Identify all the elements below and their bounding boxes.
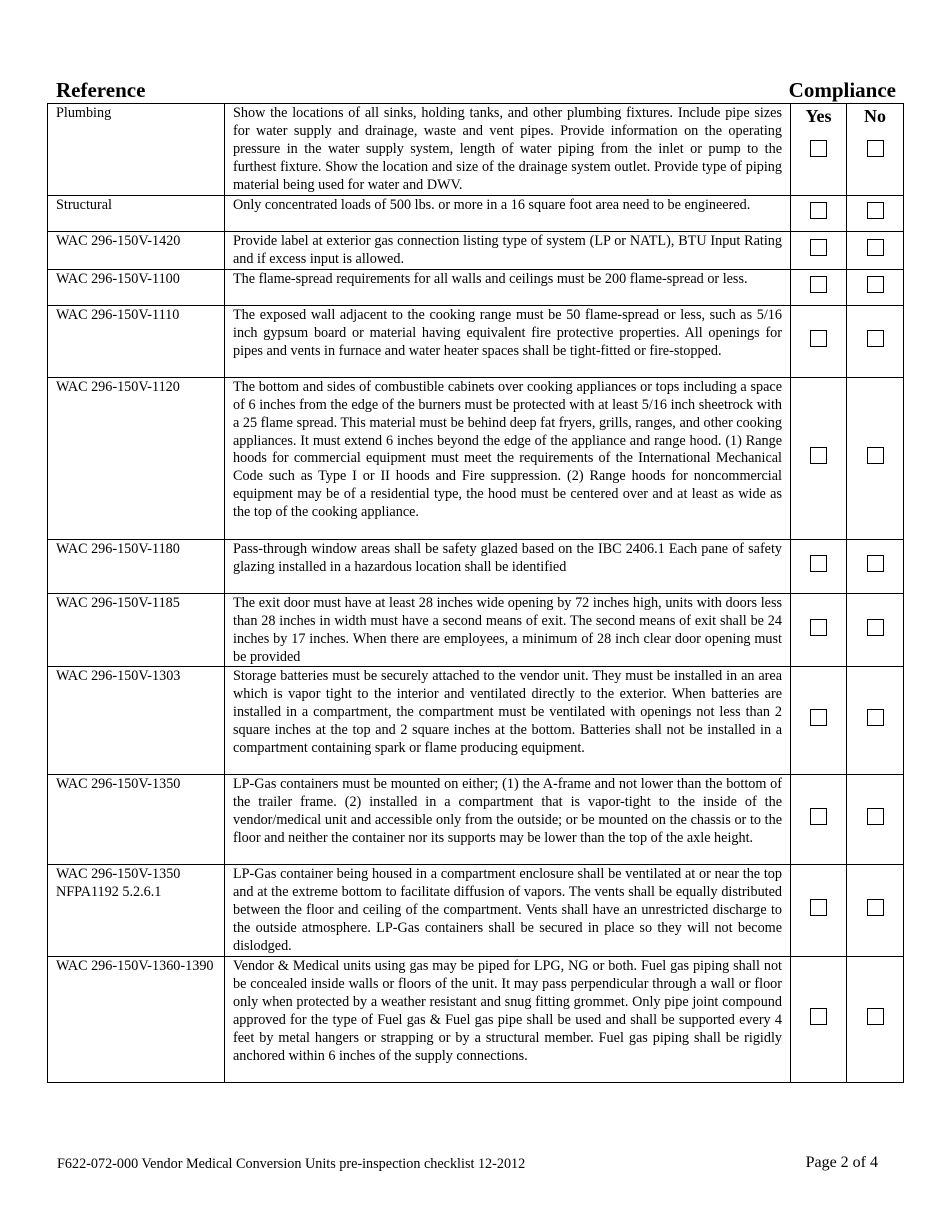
yes-cell (791, 775, 847, 865)
yes-cell (791, 667, 847, 775)
compliance-heading: Compliance (788, 78, 896, 102)
requirement-text: Storage batteries must be securely attached to the vendor unit. They must be installed in an area which is vapor tight to the interior and ventilated directly to the exterior. When batteries are installed in a compartment, the compartment must be ventilated with openings not less than 2 square inches at the top and 2 square inches at the bottom. Batteries shall not be installed in a compartment containing spark or flame producing equipment. (225, 667, 791, 775)
requirement-text: LP-Gas container being housed in a compartment enclosure shall be ventilated at or near the top and at the extreme bottom to facilitate diffusion of vapors. The vents shall be equally distributed between the floor and ceiling of the compartment. Vents shall have an unrestricted discharge to the outside atmosphere. LP-Gas containers shall be secured in place so they will not become dislodged. (225, 865, 791, 957)
reference-cell: WAC 296-150V-1110 (48, 305, 225, 377)
yes-checkbox[interactable] (810, 202, 827, 219)
yes-cell (791, 232, 847, 270)
checklist-table (47, 103, 904, 1083)
requirement-text: The bottom and sides of combustible cabinets over cooking appliances or tops including a space of 6 inches from the edge of the burners must be protected with at least 5/16 inch sheetrock with a 25 flame spread. This material must be behind deep fat fryers, grills, ranges, and other cooking appliances. It must extend 6 inches beyond the edge of the appliance and range hood. (1) Range hoods for commercial equipment must meet the requirements of the International Mechanical Code such as Type I or II hoods and Fire suppression. (2) Range hoods for noncommercial equipment may be of a residential type, the hood must be centered over and at least as wide as the top of the cooking appliance. (225, 377, 791, 539)
no-column-header: No (864, 106, 886, 126)
reference-cell: WAC 296-150V-1303 (48, 667, 225, 775)
yes-cell (791, 305, 847, 377)
yes-checkbox[interactable] (810, 276, 827, 293)
reference-cell: WAC 296-150V-1350 (48, 775, 225, 865)
yes-cell (791, 269, 847, 305)
checklist-row (48, 667, 904, 775)
checklist-row (48, 539, 904, 593)
reference-cell: WAC 296-150V-1360-1390 (48, 956, 225, 1082)
yes-cell (791, 196, 847, 232)
no-cell (847, 865, 904, 957)
reference-cell: Structural (48, 196, 225, 232)
no-cell (847, 956, 904, 1082)
requirement-text: The exit door must have at least 28 inches wide opening by 72 inches high, units with doors less than 28 inches in width must have a second means of exit. The second means of exit shall be 24 inches by 17 inches. When there are employees, a minimum of 28 inch clear door opening must be provided (225, 593, 791, 667)
no-cell (847, 539, 904, 593)
yes-cell (791, 104, 847, 196)
yes-column-header: Yes (805, 106, 832, 126)
no-checkbox[interactable] (867, 276, 884, 293)
no-cell (847, 775, 904, 865)
requirement-text: Provide label at exterior gas connection listing type of system (LP or NATL), BTU Input Rating and if excess input is allowed. (225, 232, 791, 270)
no-checkbox[interactable] (867, 1008, 884, 1025)
requirement-text: Vendor & Medical units using gas may be piped for LPG, NG or both. Fuel gas piping shall not be concealed inside walls or floors of the unit. It may pass perpendicular through a wall or floor only when protected by a weather resistant and snug fitting grommet. Only pipe joint compound approved for the type of Fuel gas & Fuel gas pipe shall be used and shall be supported every 4 feet by metal hangers or strapping or by a structural member. Fuel gas piping shall be rigidly anchored within 6 inches of the supply connections. (225, 956, 791, 1082)
requirement-text: Pass-through window areas shall be safety glazed based on the IBC 2406.1 Each pane of safety glazing installed in a hazardous location shall be identified (225, 539, 791, 593)
no-cell (847, 667, 904, 775)
no-checkbox[interactable] (867, 140, 884, 157)
requirement-text: Show the locations of all sinks, holding tanks, and other plumbing fixtures. Include pipe sizes for water supply and drainage, waste and vent pipes. Provide information on the operating pressure in the water supply system, length of water piping from the inlet or pump to the furthest fixture. Show the location and size of the drainage system outlet. Provide type of piping material being used for water and DWV. (225, 104, 791, 196)
checklist-row (48, 775, 904, 865)
checklist-row (48, 104, 904, 196)
reference-cell: WAC 296-150V-1120 (48, 377, 225, 539)
reference-cell: WAC 296-150V-1185 (48, 593, 225, 667)
checklist-row (48, 196, 904, 232)
column-header-bar (56, 78, 896, 102)
reference-cell: WAC 296-150V-1350 NFPA1192 5.2.6.1 (48, 865, 225, 957)
checklist-row (48, 305, 904, 377)
no-checkbox[interactable] (867, 330, 884, 347)
yes-checkbox[interactable] (810, 808, 827, 825)
checklist-row (48, 377, 904, 539)
checklist-row (48, 232, 904, 270)
yes-cell (791, 865, 847, 957)
reference-cell: WAC 296-150V-1100 (48, 269, 225, 305)
no-checkbox[interactable] (867, 619, 884, 636)
yes-checkbox[interactable] (810, 447, 827, 464)
requirement-text: The flame-spread requirements for all walls and ceilings must be 200 flame-spread or less. (225, 269, 791, 305)
yes-checkbox[interactable] (810, 709, 827, 726)
no-checkbox[interactable] (867, 709, 884, 726)
yes-cell (791, 956, 847, 1082)
yes-checkbox[interactable] (810, 1008, 827, 1025)
checklist-row (48, 269, 904, 305)
yes-cell (791, 539, 847, 593)
no-checkbox[interactable] (867, 202, 884, 219)
yes-cell (791, 593, 847, 667)
reference-cell: WAC 296-150V-1180 (48, 539, 225, 593)
no-cell (847, 377, 904, 539)
no-cell (847, 104, 904, 196)
no-cell (847, 269, 904, 305)
no-checkbox[interactable] (867, 239, 884, 256)
reference-cell: Plumbing (48, 104, 225, 196)
no-cell (847, 305, 904, 377)
yes-checkbox[interactable] (810, 330, 827, 347)
yes-cell (791, 377, 847, 539)
checklist-row (48, 956, 904, 1082)
yes-checkbox[interactable] (810, 239, 827, 256)
no-cell (847, 196, 904, 232)
requirement-text: LP-Gas containers must be mounted on either; (1) the A-frame and not lower than the bottom of the trailer frame. (2) installed in a compartment that is vapor-tight to the inside of the vendor/medical unit and accessible only from the outside; or be mounted on the chassis or to the floor and neither the container nor its supports may be lower than the top of the axle height. (225, 775, 791, 865)
no-checkbox[interactable] (867, 808, 884, 825)
checklist-row (48, 865, 904, 957)
reference-heading: Reference (56, 78, 146, 102)
yes-checkbox[interactable] (810, 619, 827, 636)
page-number: Page 2 of 4 (805, 1154, 878, 1171)
no-checkbox[interactable] (867, 555, 884, 572)
yes-checkbox[interactable] (810, 140, 827, 157)
requirement-text: The exposed wall adjacent to the cooking range must be 50 flame-spread or less, such as 5/16 inch gypsum board or material having equivalent fire protective properties. All openings for pipes and vents in furnace and water heater spaces shall be tight-fitted or fire-stopped. (225, 305, 791, 377)
checklist-row (48, 593, 904, 667)
no-cell (847, 232, 904, 270)
reference-cell: WAC 296-150V-1420 (48, 232, 225, 270)
yes-checkbox[interactable] (810, 899, 827, 916)
requirement-text: Only concentrated loads of 500 lbs. or more in a 16 square foot area need to be engineered. (225, 196, 791, 232)
form-number: F622-072-000 Vendor Medical Conversion Units pre-inspection checklist 12-2012 (57, 1156, 526, 1172)
no-checkbox[interactable] (867, 447, 884, 464)
no-checkbox[interactable] (867, 899, 884, 916)
no-cell (847, 593, 904, 667)
yes-checkbox[interactable] (810, 555, 827, 572)
